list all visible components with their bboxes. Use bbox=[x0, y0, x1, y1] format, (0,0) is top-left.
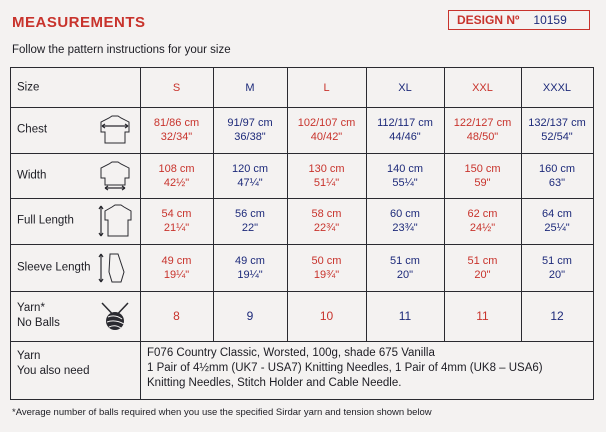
size-s: S bbox=[140, 68, 214, 107]
size-l: L bbox=[287, 68, 367, 107]
yarn-info-line2: 1 Pair of 4½mm (UK7 - USA7) Knitting Needles, 1 Pair of 4mm (UK8 – USA6) bbox=[147, 362, 543, 374]
size-xxxl: XXXL bbox=[542, 81, 572, 94]
size-row bbox=[11, 68, 593, 108]
full-length-label: Full Length bbox=[17, 214, 74, 227]
sleeve-length-l: 50 cm 19¾" bbox=[287, 244, 367, 291]
full-length-xl: 60 cm 23¾" bbox=[366, 198, 445, 244]
yarn-info-line3: Knitting Needles, Stitch Holder and Cable Needle. bbox=[147, 377, 402, 389]
chest-xl: 112/117 cm 44/46" bbox=[366, 107, 445, 153]
sleeve-length-icon bbox=[98, 252, 132, 284]
measurements-table bbox=[10, 67, 594, 400]
width-l: 130 cm 51¼" bbox=[287, 153, 367, 198]
design-label: DESIGN Nº bbox=[457, 13, 520, 27]
width-xl: 140 cm 55¼" bbox=[366, 153, 445, 198]
width-xxl: 150 cm 59" bbox=[444, 153, 522, 198]
yarn-info-label-cell bbox=[11, 341, 141, 399]
chest-l: 102/107 cm 40/42" bbox=[287, 107, 367, 153]
yarn-balls-m: 9 bbox=[213, 291, 288, 341]
width-m: 120 cm 47¼" bbox=[213, 153, 288, 198]
full-length-garment-icon bbox=[98, 204, 132, 238]
sleeve-length-s: 49 cm 19¼" bbox=[140, 244, 214, 291]
yarn-balls-label: Yarn* No Balls bbox=[17, 302, 60, 329]
yarn-info-text bbox=[147, 346, 543, 391]
design-number-box bbox=[448, 10, 590, 30]
subtitle: Follow the pattern instructions for your size bbox=[12, 44, 231, 56]
full-length-label-cell bbox=[11, 198, 141, 244]
full-length-row bbox=[11, 198, 593, 245]
design-number: 10159 bbox=[533, 13, 567, 27]
size-m: M bbox=[213, 68, 288, 107]
size-label: Size bbox=[17, 81, 40, 93]
full-length-s: 54 cm 21¼" bbox=[140, 198, 214, 244]
chest-label-cell bbox=[11, 107, 141, 153]
page-title: MEASUREMENTS bbox=[12, 14, 146, 31]
chest-row bbox=[11, 107, 593, 154]
chest-xxxl: 132/137 cm 52/54" bbox=[528, 117, 586, 143]
sleeve-length-m: 49 cm 19¼" bbox=[213, 244, 288, 291]
yarn-balls-l: 10 bbox=[287, 291, 367, 341]
full-length-xxl: 62 cm 24½" bbox=[444, 198, 522, 244]
yarn-info-line1: F076 Country Classic, Worsted, 100g, shade 675 Vanilla bbox=[147, 347, 435, 359]
yarn-balls-s: 8 bbox=[140, 291, 214, 341]
size-xl: XL bbox=[366, 68, 445, 107]
full-length-l: 58 cm 22¾" bbox=[287, 198, 367, 244]
sleeve-length-label: Sleeve Length bbox=[17, 261, 91, 273]
yarn-balls-row bbox=[11, 291, 593, 342]
yarn-balls-xl: 11 bbox=[366, 291, 445, 341]
sleeve-length-xxxl: 51 cm 20" bbox=[542, 254, 572, 281]
full-length-m: 56 cm 22" bbox=[213, 198, 288, 244]
chest-xxl: 122/127 cm 48/50" bbox=[444, 107, 522, 153]
chest-label: Chest bbox=[17, 123, 48, 136]
sleeve-length-row bbox=[11, 244, 593, 292]
sleeve-length-label-cell bbox=[11, 244, 141, 291]
yarn-ball-needles-icon bbox=[98, 300, 132, 332]
width-garment-icon bbox=[98, 161, 132, 191]
chest-s: 81/86 cm 32/34" bbox=[140, 107, 214, 153]
full-length-xxxl: 64 cm 25¼" bbox=[542, 208, 572, 234]
yarn-info-label: Yarn You also need bbox=[17, 350, 90, 377]
width-label: Width bbox=[17, 169, 47, 181]
size-label-cell bbox=[11, 68, 141, 107]
width-label-cell bbox=[11, 153, 141, 198]
footnote: *Average number of balls required when you use the specified Sirdar yarn and tension shown below bbox=[12, 407, 432, 418]
chest-garment-icon bbox=[98, 115, 132, 145]
width-xxxl: 160 cm 63" bbox=[538, 162, 576, 189]
yarn-balls-xxl: 11 bbox=[444, 291, 522, 341]
sleeve-length-xl: 51 cm 20" bbox=[366, 244, 445, 291]
yarn-balls-xxxl: 12 bbox=[550, 309, 564, 323]
size-xxl: XXL bbox=[444, 68, 522, 107]
sleeve-length-xxl: 51 cm 20" bbox=[444, 244, 522, 291]
chest-m: 91/97 cm 36/38" bbox=[213, 107, 288, 153]
yarn-balls-label-cell bbox=[11, 291, 141, 341]
yarn-info-row bbox=[11, 341, 593, 399]
width-row bbox=[11, 153, 593, 199]
width-s: 108 cm 42½" bbox=[140, 153, 214, 198]
